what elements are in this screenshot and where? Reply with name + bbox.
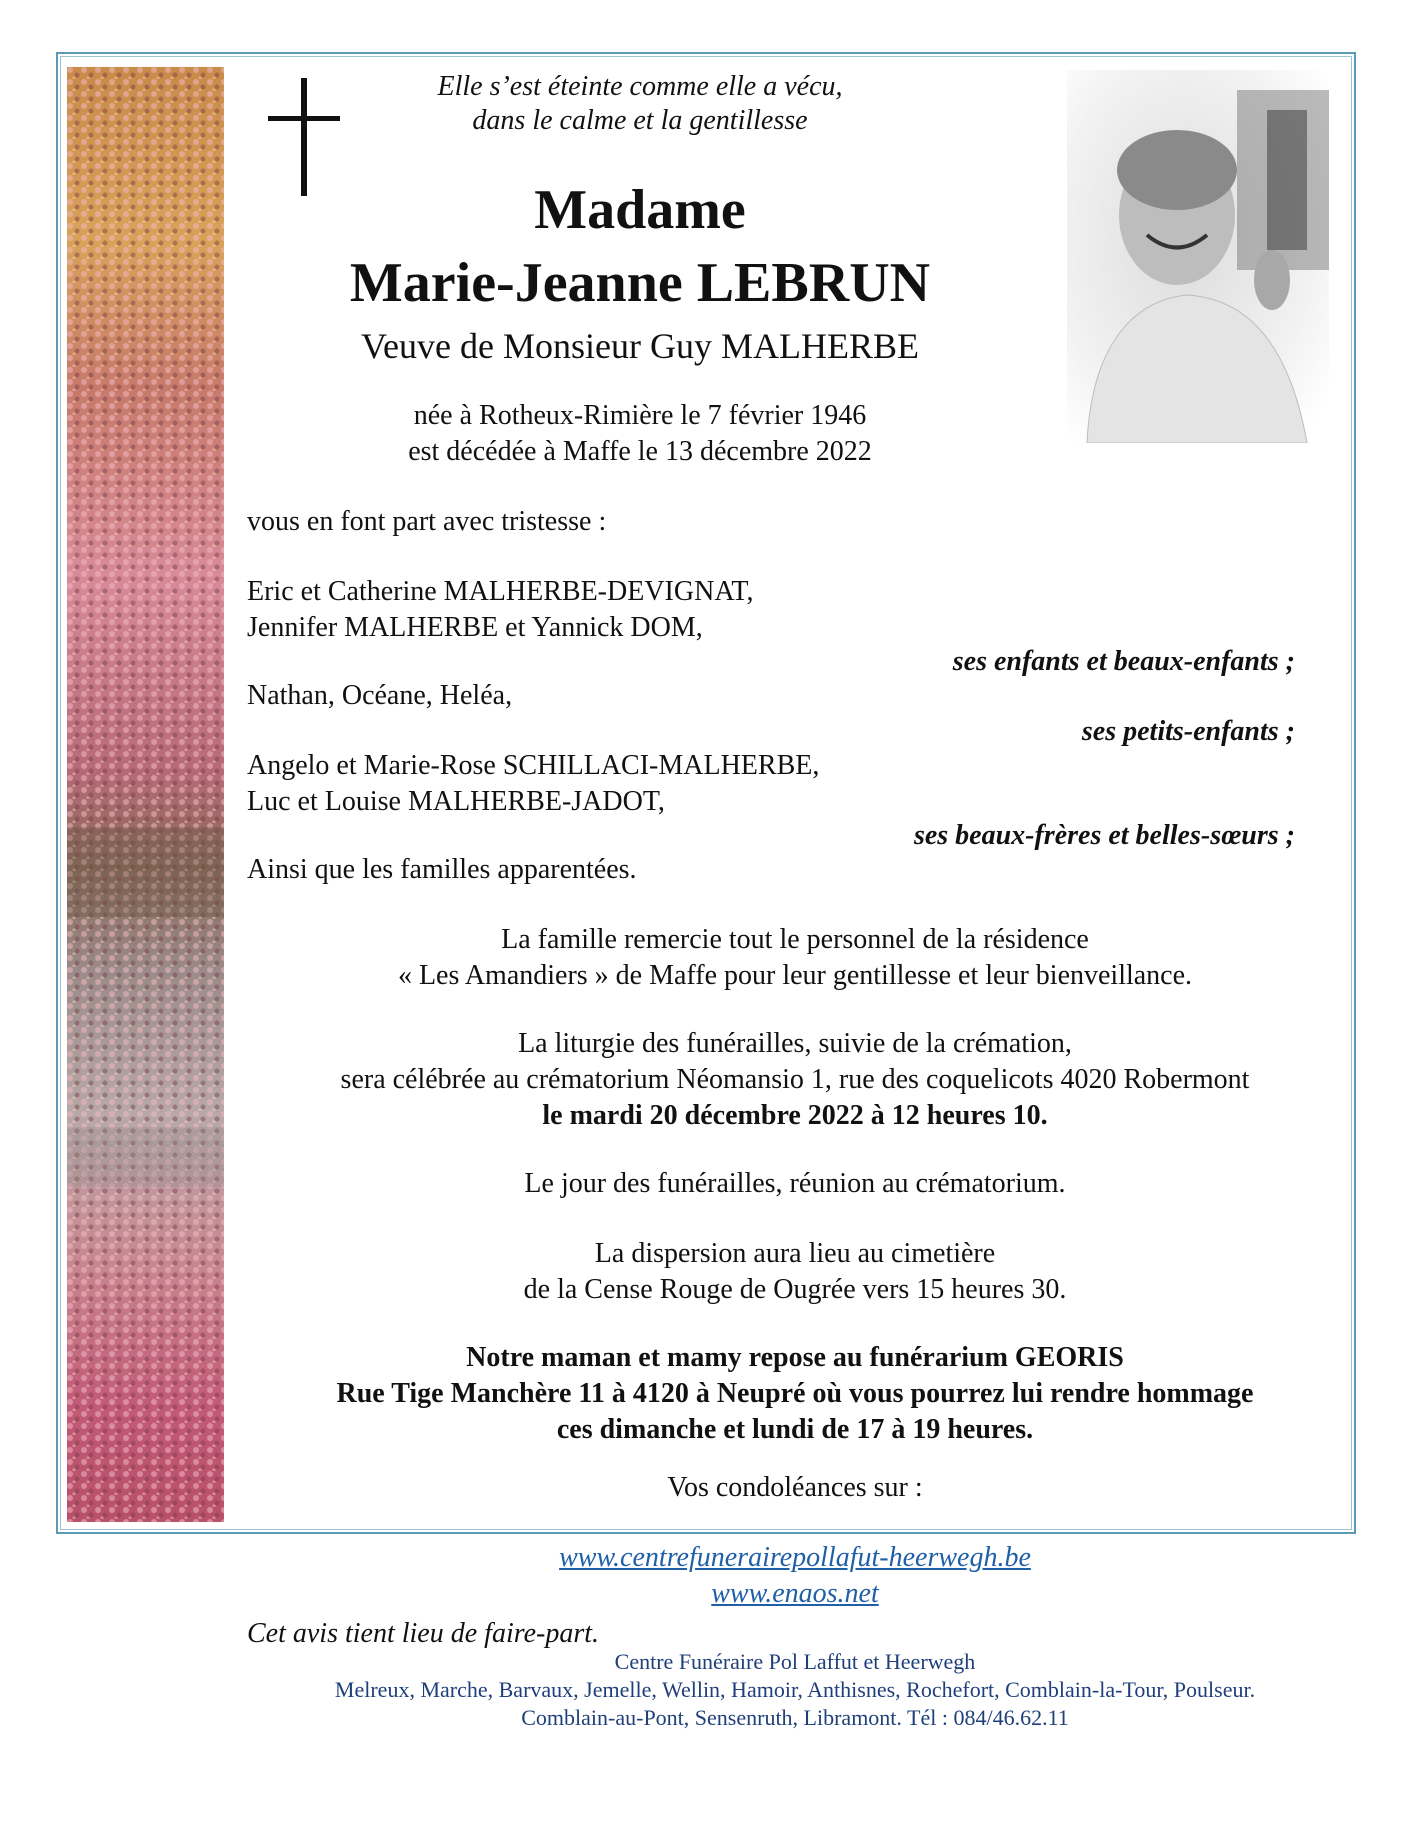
notice-line: Cet avis tient lieu de faire-part. — [247, 1618, 600, 1649]
epigraph-line: dans le calme et la gentillesse — [472, 105, 808, 136]
intro-line: vous en font part avec tristesse : — [247, 506, 607, 537]
children-names — [247, 574, 753, 646]
thanks-line: « Les Amandiers » de Maffe pour leur gentillesse et leur bienveillance. — [397, 960, 1193, 991]
cross-icon — [268, 78, 340, 196]
ceremony-line: La liturgie des funérailles, suivie de la crémation, — [518, 1028, 1072, 1059]
footer-block — [250, 1648, 1340, 1732]
rest-line: Rue Tige Manchère 11 à 4120 à Neupré où vous pourrez lui rendre hommage — [336, 1378, 1254, 1409]
website-link[interactable]: www.centrefunerairepollafut-heerwegh.be — [559, 1542, 1031, 1573]
condolences-label: Vos condoléances sur : — [667, 1472, 923, 1503]
links-block — [250, 1540, 1340, 1612]
epigraph — [340, 70, 940, 138]
dispersion-paragraph — [250, 1236, 1340, 1308]
birth-death — [300, 398, 980, 470]
ceremony-date: le mardi 20 décembre 2022 à 12 heures 10. — [542, 1100, 1048, 1131]
family-line: Angelo et Marie-Rose SCHILLACI-MALHERBE, — [247, 750, 820, 781]
title-madame: Madame — [534, 179, 746, 241]
footer-line: Centre Funéraire Pol Laffut et Heerwegh — [614, 1649, 976, 1674]
thanks-paragraph — [250, 922, 1340, 994]
family-line: Luc et Louise MALHERBE-JADOT, — [247, 786, 665, 817]
ceremony-paragraph — [250, 1026, 1340, 1134]
thanks-line: La famille remercie tout le personnel de la résidence — [501, 924, 1089, 955]
relatives-line: Ainsi que les familles apparentées. — [247, 854, 637, 885]
footer-line: Melreux, Marche, Barvaux, Jemelle, Wellin, Hamoir, Anthisnes, Rochefort, Comblain-la-Tour, Poulseur. — [334, 1677, 1256, 1702]
dispersion-line: La dispersion aura lieu au cimetière — [594, 1238, 996, 1269]
portrait-photo — [1067, 70, 1329, 443]
rest-paragraph — [250, 1340, 1340, 1448]
meeting-line: Le jour des funérailles, réunion au crématorium. — [524, 1168, 1066, 1199]
birth-line: née à Rotheux-Rimière le 7 février 1946 — [413, 400, 867, 431]
family-line: Jennifer MALHERBE et Yannick DOM, — [247, 612, 703, 643]
ceremony-line: sera célébrée au crématorium Néomansio 1, rue des coquelicots 4020 Robermont — [340, 1064, 1250, 1095]
epigraph-line: Elle s’est éteinte comme elle a vécu, — [437, 71, 843, 102]
deceased-name: Marie-Jeanne LEBRUN — [349, 252, 931, 314]
death-line: est décédée à Maffe le 13 décembre 2022 — [408, 436, 872, 467]
grandchildren-names: Nathan, Océane, Heléa, — [247, 680, 513, 711]
family-line: Eric et Catherine MALHERBE-DEVIGNAT, — [247, 576, 754, 607]
spouse-line: Veuve de Monsieur Guy MALHERBE — [361, 326, 919, 366]
dispersion-line: de la Cense Rouge de Ougrée vers 15 heures 30. — [523, 1274, 1067, 1305]
children-role: ses enfants et beaux-enfants ; — [952, 646, 1295, 677]
inlaws-names — [247, 748, 819, 820]
inlaws-role: ses beaux-frères et belles-sœurs ; — [913, 820, 1295, 851]
rest-line: ces dimanche et lundi de 17 à 19 heures. — [556, 1414, 1034, 1445]
flower-strip-image — [67, 67, 224, 1522]
grandchildren-role: ses petits-enfants ; — [1081, 716, 1295, 747]
website-link[interactable]: www.enaos.net — [711, 1578, 879, 1609]
rest-line: Notre maman et mamy repose au funérarium GEORIS — [466, 1342, 1124, 1373]
footer-line: Comblain-au-Pont, Sensenruth, Libramont. Tél : 084/46.62.11 — [521, 1705, 1069, 1730]
